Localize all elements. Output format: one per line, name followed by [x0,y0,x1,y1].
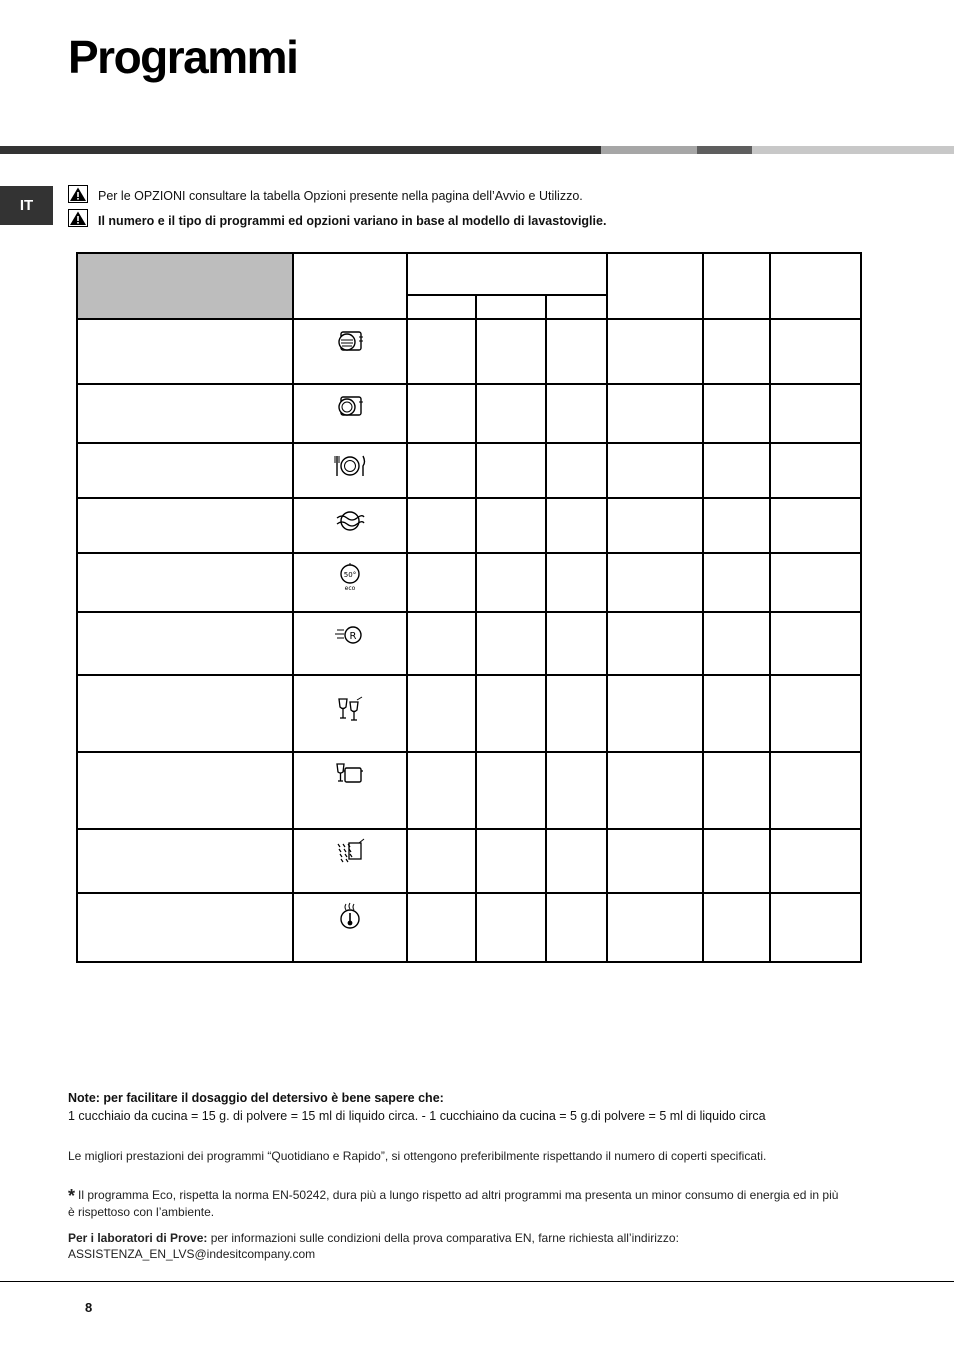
wash-waves-icon [334,507,366,535]
program-name-cell [77,612,293,675]
page-number: 8 [85,1300,93,1315]
header-icon-cell [293,253,407,319]
table-row [77,675,861,752]
program-name-cell [77,675,293,752]
warning-icon [68,209,88,227]
glasses-icon [335,696,365,724]
note-title: Note: per facilitare il dosaggio del detersivo è bene sapere che: [68,1091,444,1105]
program-name-cell [77,752,293,829]
footer-rule [0,1281,954,1282]
header-cell [770,253,861,319]
table-row [77,612,861,675]
program-name-cell [77,829,293,893]
svg-text:R: R [349,631,357,642]
program-name-cell [77,319,293,384]
pot-with-lines-icon [335,328,365,356]
header-program-cell [77,253,293,319]
rapid-r-icon [335,621,365,649]
header-cell [703,253,770,319]
table-row [77,893,861,962]
header-bar-dark [0,146,601,154]
table-row [77,829,861,893]
program-name-cell [77,443,293,498]
program-name-cell [77,384,293,443]
svg-text:50°: 50° [343,571,357,579]
table-row [77,319,861,384]
subheader-cell [546,295,607,319]
asterisk: * [68,1186,76,1206]
prewash-icon [335,838,365,866]
note-text: 1 cucchiaio da cucina = 15 g. di polvere = 15 ml di liquido circa. - 1 cucchiaino da cucina = 5 g.di polvere = 5 ml di liquido circa [68,1109,766,1123]
programs-table [76,252,862,963]
performance-note: Le migliori prestazioni dei programmi “Quotidiano e Rapido”, si ottengono preferibilmente rispettando il numero di coperti specificati. [68,1149,767,1163]
lab-note-label: Per i laboratori di Prove: [68,1231,208,1245]
warning-icon [68,185,88,203]
program-name-cell [77,498,293,553]
subheader-cell [476,295,546,319]
subheader-cell [407,295,476,319]
program-name-cell [77,893,293,962]
warning-options-text: Per le OPZIONI consultare la tabella Opzioni presente nella pagina dell’Avvio e Utilizzo. [98,189,583,203]
header-cell [607,253,703,319]
table-row [77,384,861,443]
table-row [77,443,861,498]
svg-text:eco: eco [344,585,356,592]
warning-models-text: Il numero e il tipo di programmi ed opzioni variano in base al modello di lavastoviglie. [98,214,607,228]
table-row [77,752,861,829]
table-row [77,498,861,553]
header-group-cell [407,253,607,295]
plate-cutlery-icon [333,452,367,480]
table-row [77,553,861,612]
language-tab: IT [0,186,53,225]
lab-note [68,1230,848,1262]
pot-icon [335,393,365,421]
page-title: Programmi [68,31,298,83]
eco-50-icon [335,562,365,592]
table-header-row [77,253,861,295]
hot-temperature-icon [335,902,365,932]
header-bar-light [601,146,697,154]
eco-note-text: Il programma Eco, rispetta la norma EN-50242, dura più a lungo rispetto ad altri programmi ma presenta un minor consumo di energia ed in più è rispettoso con l’ambiente. [68,1188,839,1219]
program-name-cell [77,553,293,612]
header-bar-mid [697,146,752,154]
header-bar-pale [752,146,954,154]
lab-note-text: per informazioni sulle condizioni della prova comparativa EN, farne richiesta all’indirizzo: ASSISTENZA_EN_LVS@indesitcompany.com [68,1231,679,1261]
eco-note [68,1187,848,1220]
glass-pot-icon [335,761,365,789]
